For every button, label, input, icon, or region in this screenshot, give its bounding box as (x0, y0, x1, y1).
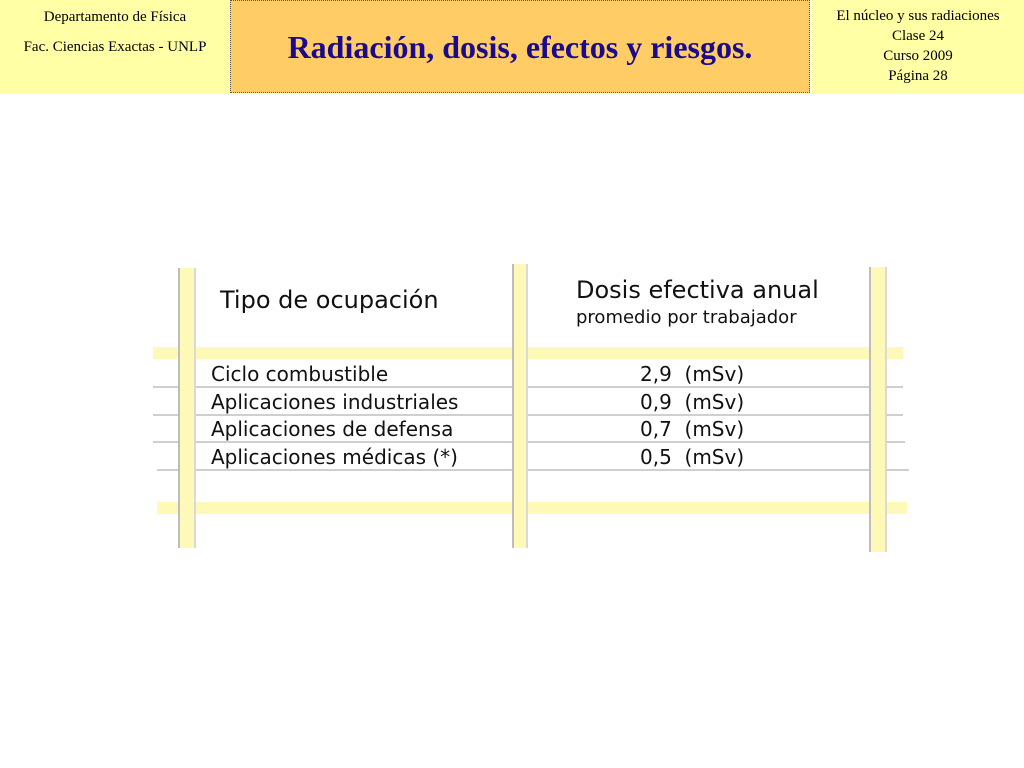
page-number-label: Página 28 (888, 68, 948, 84)
page-title: Radiación, dosis, efectos y riesgos. (287, 29, 753, 65)
column-divider-left (178, 268, 196, 548)
table-top-band (153, 347, 903, 359)
occupation-cell: Ciclo combustible (211, 362, 389, 386)
course-topic-label: El núcleo y sus radiaciones (836, 8, 1000, 24)
dose-cell: 2,9 (mSv) (640, 362, 745, 386)
occupation-cell: Aplicaciones de defensa (211, 417, 454, 441)
faculty-label: Fac. Ciencias Exactas - UNLP (23, 39, 207, 55)
dose-cell: 0,5 (mSv) (640, 445, 745, 469)
header-right-panel (812, 0, 1024, 94)
dose-column-header: Dosis efectiva anual (576, 276, 819, 304)
dose-cell: 0,7 (mSv) (640, 417, 745, 441)
occupation-cell: Aplicaciones médicas (*) (211, 445, 458, 469)
column-divider-right (869, 267, 887, 552)
occupation-column-header: Tipo de ocupación (220, 286, 439, 314)
header-title-panel (230, 0, 810, 93)
column-divider-middle (512, 264, 528, 548)
table-bottom-band (157, 502, 907, 514)
occupation-cell: Aplicaciones industriales (211, 390, 459, 414)
department-label: Departamento de Física (43, 9, 187, 25)
dose-column-subheader: promedio por trabajador (576, 307, 797, 328)
class-label: Clase 24 (891, 28, 945, 44)
dose-cell: 0,9 (mSv) (640, 390, 745, 414)
year-label: Curso 2009 (883, 48, 953, 64)
header-left-panel (0, 0, 230, 94)
